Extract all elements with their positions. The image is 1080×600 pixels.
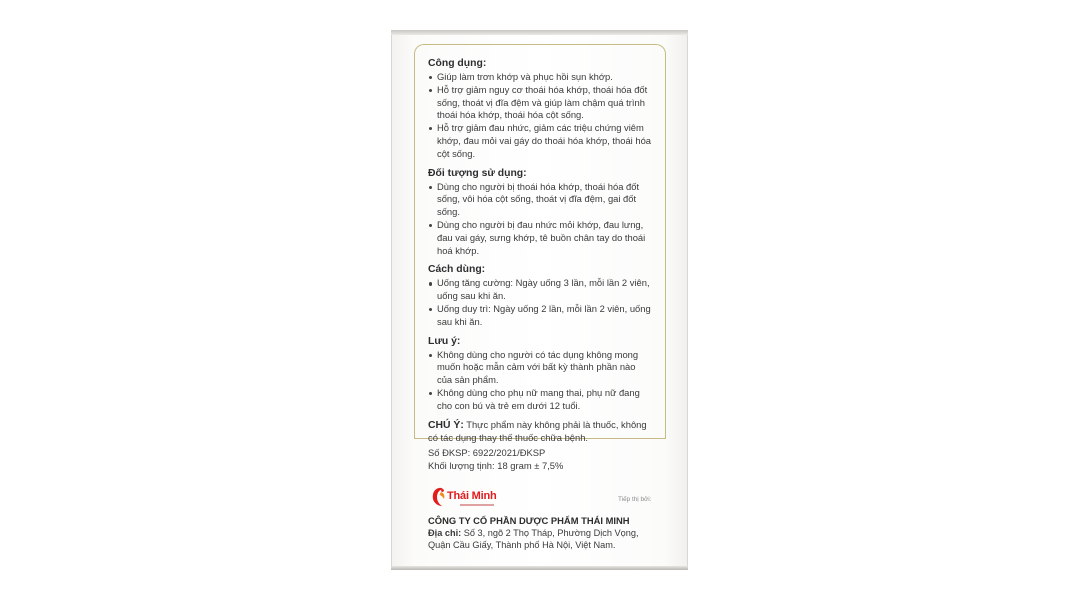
list-item: Giúp làm trơn khớp và phục hồi sụn khớp.	[428, 71, 652, 84]
bullet-list	[428, 71, 652, 161]
thai-minh-logo-icon	[430, 486, 448, 508]
list-item: Hỗ trợ giảm nguy cơ thoái hóa khớp, thoái hóa đốt sống, thoát vị đĩa đệm và giúp làm chậm quá trình thoái hóa khớp, thoái hóa cột sống.	[428, 84, 652, 122]
section-usage	[428, 263, 652, 328]
section-title: Công dụng:	[428, 58, 487, 69]
product-info	[428, 57, 652, 451]
section-title: Lưu ý:	[428, 335, 461, 347]
net-weight: Khối lượng tịnh: 18 gram ± 7,5%	[428, 460, 564, 471]
bullet-list	[428, 181, 652, 258]
section-title: Cách dùng:	[428, 264, 486, 276]
registration-info	[428, 446, 658, 472]
logo-subline	[460, 504, 494, 506]
section-title: Đối tượng sử dụng:	[428, 167, 527, 179]
warning-label: CHÚ Ý:	[428, 419, 464, 431]
section-uses	[428, 57, 652, 161]
list-item: Dùng cho người bị thoái hóa khớp, thoái hóa đốt sống, vôi hóa cột sống, thoát vị đĩa đệm, gai đốt sống.	[428, 181, 652, 219]
list-item: Dùng cho người bị đau nhức mỏi khớp, đau lưng, đau vai gáy, sưng khớp, tê buồn chân tay do thoái hoá khớp.	[428, 219, 652, 257]
list-item: Không dùng cho phụ nữ mang thai, phụ nữ đang cho con bú và trẻ em dưới 12 tuổi.	[428, 387, 652, 413]
bullet-list	[428, 277, 652, 328]
address-text: Số 3, ngõ 2 Thọ Tháp, Phường Dịch Vọng, Quận Cầu Giấy, Thành phố Hà Nội, Việt Nam.	[428, 527, 639, 550]
address-label: Địa chỉ:	[428, 527, 462, 538]
company-info	[428, 515, 658, 551]
list-item: Không dùng cho người có tác dụng không mong muốn hoặc mẫn cảm với bất kỳ thành phần nào của sản phẩm.	[428, 349, 652, 387]
section-cautions	[428, 335, 652, 413]
company-name: CÔNG TY CỔ PHẦN DƯỢC PHẨM THÁI MINH	[428, 515, 630, 526]
company-address	[428, 528, 658, 552]
bullet-list	[428, 349, 652, 413]
marketer-label: Tiếp thị bởi:	[618, 496, 652, 503]
list-item: Uống duy trì: Ngày uống 2 lần, mỗi lần 2 viên, uống sau khi ăn.	[428, 303, 652, 329]
logo-text: Thái Minh	[447, 490, 497, 502]
registration-number: Số ĐKSP: 6922/2021/ĐKSP	[428, 447, 546, 458]
brand-logo	[430, 486, 500, 512]
warning-text: Thực phẩm này không phải là thuốc, không có tác dụng thay thế thuốc chữa bệnh.	[428, 418, 647, 444]
section-target-users	[428, 167, 652, 258]
list-item: Hỗ trợ giảm đau nhức, giảm các triệu chứng viêm khớp, đau mỏi vai gáy do thoái hóa khớp, thoái hóa cột sống.	[428, 122, 652, 160]
list-item: Uống tăng cường: Ngày uống 3 lần, mỗi lần 2 viên, uống sau khi ăn.	[428, 277, 652, 303]
warning-note	[428, 419, 652, 446]
